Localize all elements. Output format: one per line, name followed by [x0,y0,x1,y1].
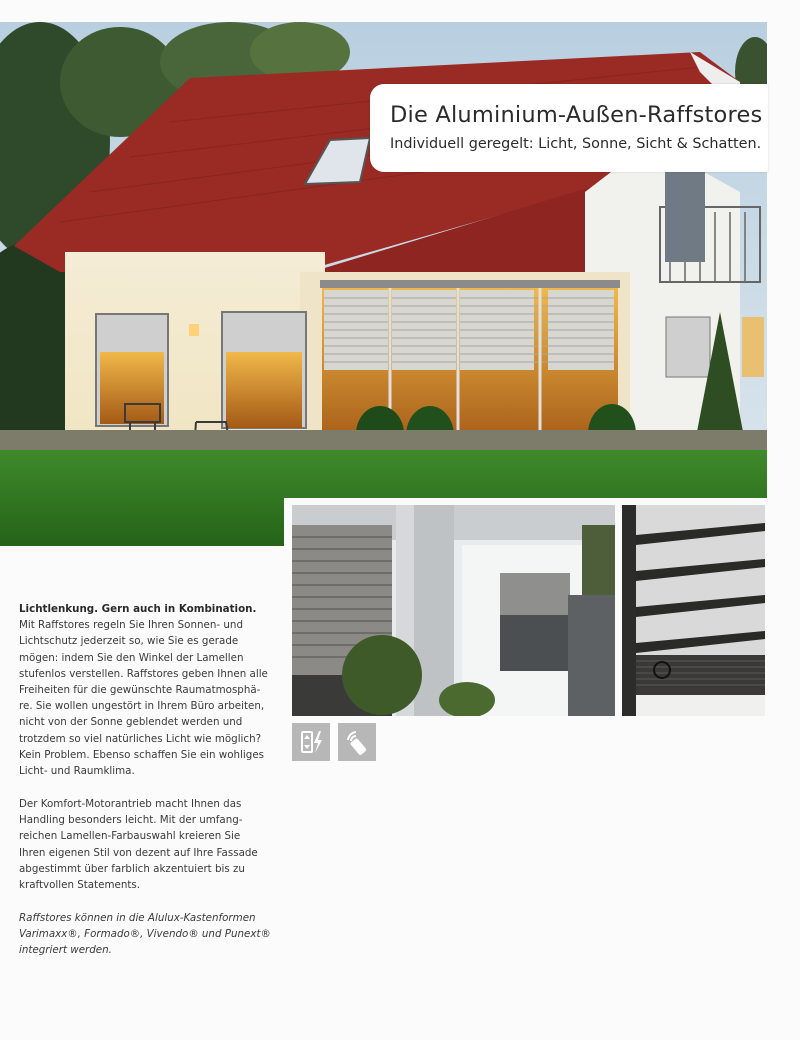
text-line: Raffstores können in die Alulux-Kastenformen [19,912,256,924]
title-box [370,84,768,172]
body-paragraph-2 [19,796,281,893]
text-line: Licht- und Raumklima. [19,765,135,778]
slats-closeup-photo [622,505,765,716]
remote-control-icon [338,723,376,761]
text-line: mögen: indem Sie den Winkel der Lamellen [19,651,244,664]
text-line: Kein Problem. Ebenso schaffen Sie ein wohliges [19,748,265,761]
text-line: Lichtschutz jederzeit so, wie Sie es gerade [19,635,239,648]
body-paragraph-1 [19,601,281,779]
text-line: Freiheiten für die gewünschte Raumatmosphä- [19,684,261,697]
text-line: abgestimmt über farblich akzentuiert bis zu [19,862,245,875]
text-line: Varimaxx®, Formado®, Vivendo® und Punext® [19,928,271,941]
section-heading: Lichtlenkung. Gern auch in Kombination. [19,603,257,615]
text-line: stufenlos verstellen. Raffstores geben Ihnen alle [19,667,268,680]
page-title: Die Aluminium-Außen-Raffstores [390,102,763,128]
body-paragraph-3 [19,910,281,959]
text-line: reichen Lamellen-Farbauswahl kreieren Sie [19,830,241,843]
text-line: Ihren eigenen Stil von dezent auf Ihre Fassade [19,846,258,859]
text-line: kraftvollen Statements. [19,879,141,892]
text-line: Handling besonders leicht. Mit der umfang- [19,814,243,827]
text-line: integriert werden. [19,944,112,957]
text-line: Mit Raffstores regeln Sie Ihren Sonnen- und [19,619,243,632]
motor-switch-icon [292,723,330,761]
text-line: trotzdem so viel natürliches Licht wie möglich? [19,732,262,745]
text-line: Der Komfort-Motorantrieb macht Ihnen das [19,798,242,810]
text-line: re. Sie wollen ungestört in Ihrem Büro arbeiten, [19,700,265,713]
text-line: nicht von der Sonne geblendet werden und [19,716,243,729]
facade-detail-photo [292,505,615,716]
page-subtitle: Individuell geregelt: Licht, Sonne, Sicht & Schatten. [390,136,762,152]
